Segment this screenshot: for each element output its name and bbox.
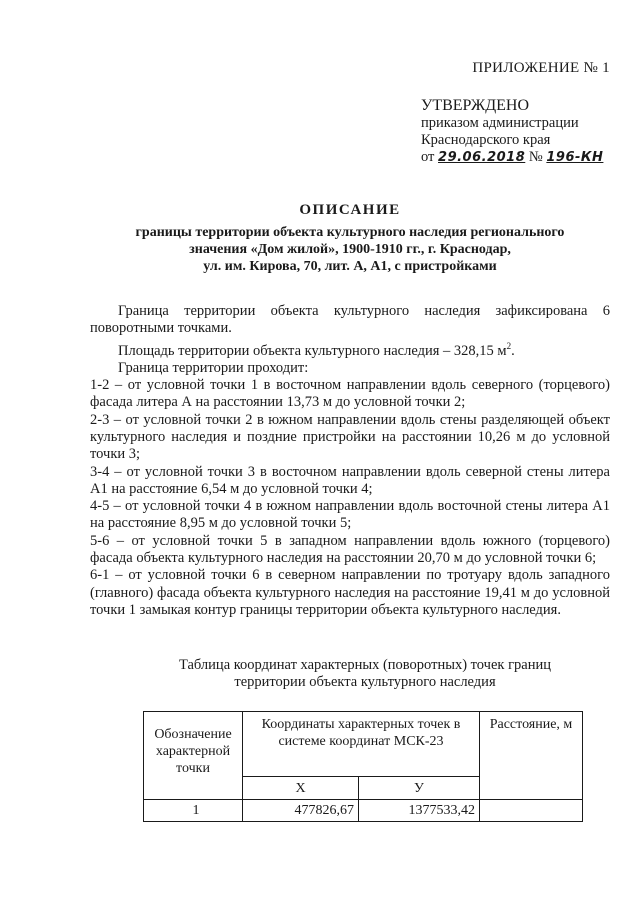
caption-line: территории объекта культурного наследия bbox=[234, 674, 496, 690]
coordinates-table bbox=[143, 711, 583, 822]
header-distance: Расстояние, м bbox=[480, 712, 583, 800]
area-end: . bbox=[511, 342, 515, 359]
segment-paragraph: 2-3 – от условной точки 2 в южном направлении вдоль стены разделяющей объект культурного наследия и поздние пристройки на расстоянии 10,26 м до условной точки 3; bbox=[90, 411, 610, 463]
header-x: Х bbox=[243, 777, 359, 800]
table-row bbox=[144, 800, 583, 822]
caption-line: Таблица координат характерных (поворотных) точек границ bbox=[178, 657, 551, 673]
header-point: Обозначение характерной точки bbox=[144, 712, 243, 800]
cell-x: 477826,67 bbox=[243, 800, 359, 822]
table-caption bbox=[130, 657, 600, 691]
cell-y: 1377533,42 bbox=[359, 800, 480, 822]
approval-block bbox=[421, 97, 603, 166]
subtitle-line: ул. им. Кирова, 70, лит. А, А1, с пристройками bbox=[203, 259, 497, 274]
cell-distance bbox=[480, 800, 583, 822]
paragraph-area bbox=[90, 338, 610, 360]
paragraph-points: Граница территории объекта культурного наследия зафиксирована 6 поворотными точками. bbox=[90, 303, 610, 337]
header-coordinates: Координаты характерных точек в системе координат МСК-23 bbox=[243, 712, 480, 777]
from-prefix: от bbox=[421, 149, 435, 165]
number-prefix: № bbox=[528, 149, 543, 165]
appendix-label: ПРИЛОЖЕНИЕ № 1 bbox=[472, 60, 610, 76]
cell-point: 1 bbox=[144, 800, 243, 822]
document-body bbox=[90, 303, 610, 619]
area-text: Площадь территории объекта культурного наследия – 328,15 м bbox=[118, 342, 507, 359]
approval-line-2: Краснодарского края bbox=[421, 132, 551, 148]
area-unit-superscript: 2 bbox=[506, 340, 512, 351]
approval-date: 29.06.2018 bbox=[438, 150, 526, 165]
segment-paragraph: 1-2 – от условной точки 1 в восточном направлении вдоль северного (торцевого) фасада литера А на расстоянии 13,73 м до условной точки 2; bbox=[90, 377, 610, 411]
document-subtitle bbox=[90, 224, 610, 275]
subtitle-line: значения «Дом жилой», 1900-1910 гг., г. Краснодар, bbox=[189, 242, 511, 257]
segment-paragraph: 6-1 – от условной точки 6 в северном направлении по тротуару вдоль западного (главного) фасада объекта культурного наследия на расстояние 19,41 м до условной точки 1 замыкая контур границы территории объекта культурного наследия. bbox=[90, 567, 610, 618]
paragraph-boundary-intro: Граница территории проходит: bbox=[118, 359, 309, 376]
segment-paragraph: 3-4 – от условной точки 3 в восточном направлении вдоль северной стены литера А1 на расстояние 6,54 м до условной точки 4; bbox=[90, 463, 610, 497]
approval-date-number bbox=[421, 149, 603, 166]
approval-number: 196-КН bbox=[546, 150, 604, 165]
subtitle-line: границы территории объекта культурного наследия регионального bbox=[135, 225, 565, 240]
approval-line-1: приказом администрации bbox=[421, 115, 579, 131]
document-title: ОПИСАНИЕ bbox=[299, 202, 401, 218]
title-block bbox=[90, 202, 610, 275]
header-y: У bbox=[359, 777, 480, 800]
segment-paragraph: 4-5 – от условной точки 4 в южном направлении вдоль восточной стены литера А1 на расстояние 8,95 м до условной точки 5; bbox=[90, 498, 610, 532]
segment-paragraph: 5-6 – от условной точки 5 в западном направлении вдоль южного (торцевого) фасада объекта культурного наследия на расстоянии 20,70 м до условной точки 6; bbox=[90, 532, 610, 566]
approved-label: УТВЕРЖДЕНО bbox=[421, 97, 530, 114]
table-header-row bbox=[144, 712, 583, 777]
